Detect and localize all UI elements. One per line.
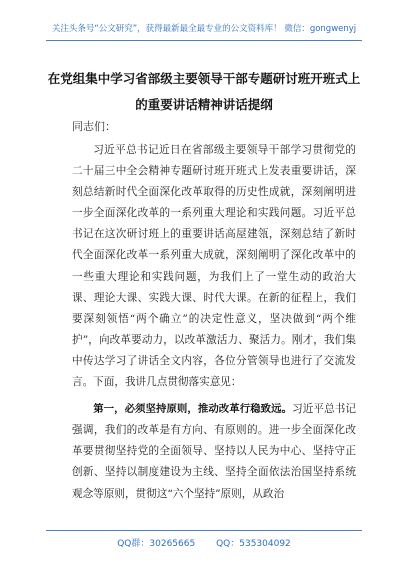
paragraph-2-lead: 第一，必须坚持原则，推动改革行稳致远。 (93, 403, 293, 416)
paragraph-2 (72, 399, 356, 504)
paragraph-1: 习近平总书记近日在省部级主要领导干部学习贯彻党的二十届三中全会精神专题研讨班开班式上发表重要讲话，深刻总结新时代全面深化改革取得的历史性成就，深刻阐明进一步全面深化改革的一系列重大理论和实践问题。习近平总书记在这次研讨班上的重要讲话高屋建瓴，深刻总结了新时代全面深化改革一系列重大成就，深刻阐明了深化改革中的一些重大理论和实践问题，为我们上了一堂生动的政治大课、理论大课、实践大课、时代大课。在新的征程上，我们要深刻领悟“两个确立”的决定性意义，坚决做到“两个维护”，向改革要动力，以改革激活力、聚活力。刚才，我们集中传达学习了讲话全文内容，各位分管领导也进行了交流发言。下面，我讲几点贯彻落实意见： (72, 144, 356, 389)
footer-divider (46, 530, 362, 531)
footer-qq-contact: QQ：535304092 (216, 539, 291, 549)
header-banner: 关注头条号“公文研究”，获得最新最全最专业的公文资料库！ 微信：gongwenyj (51, 24, 357, 34)
title-line-2: 的重要讲话精神讲话提纲 (135, 97, 273, 112)
title-line-1: 在党组集中学习省部级主要领导干部专题研讨班开班式上 (47, 71, 361, 86)
document-body (72, 140, 356, 505)
paragraph-2-text: 习近平总书记强调，我们的改革是有方向、有原则的。进一步全面深化改革要贯彻坚持党的全面领导、坚持以人民为中心、坚持守正创新、坚持以制度建设为主线、坚持全面依法治国坚持系统观念等原则，贯彻这“六个坚持”原则，从政治 (72, 403, 357, 500)
document-title (40, 66, 368, 118)
salutation: 同志们： (72, 120, 116, 133)
footer (0, 536, 408, 549)
footer-qq-group: QQ群：30265665 (117, 539, 196, 549)
header-divider (46, 40, 362, 41)
